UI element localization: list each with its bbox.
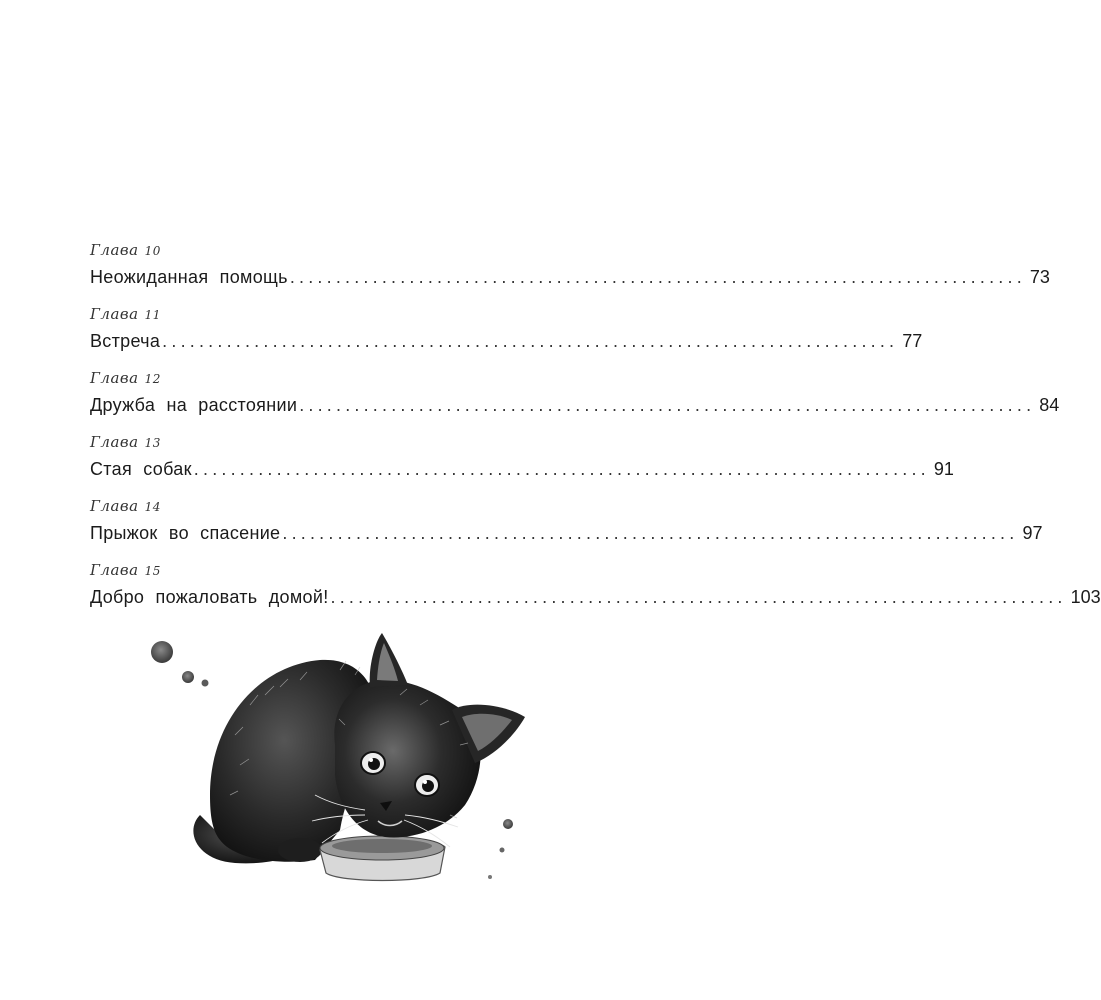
chapter-word: Глава [90, 305, 139, 323]
ink-blot [202, 680, 209, 687]
entry-row [90, 586, 1101, 608]
toc-entry-chapter-14[interactable] [90, 496, 1043, 560]
chapter-label [90, 369, 161, 387]
ink-blot [182, 671, 194, 683]
page-number: 103 [1070, 587, 1101, 607]
chapter-title: Неожиданная помощь [90, 267, 288, 287]
toc-entry-chapter-10[interactable] [90, 240, 1050, 304]
entry-row [90, 458, 954, 480]
page-number: 91 [933, 459, 954, 479]
page-number: 73 [1029, 267, 1050, 287]
chapter-number: 13 [144, 436, 161, 450]
chapter-number: 11 [144, 308, 161, 322]
chapter-number: 10 [144, 244, 161, 258]
ink-blot [151, 641, 173, 663]
chapter-title: Добро пожаловать домой! [90, 587, 329, 607]
entry-row [90, 394, 1060, 416]
toc-entry-chapter-12[interactable] [90, 368, 1060, 432]
dot-leader: ................................................................................ [282, 523, 1019, 543]
chapter-title: Дружба на расстоянии [90, 395, 298, 415]
dot-leader: ................................................................................ [193, 459, 930, 479]
dot-leader: ................................................................................ [289, 267, 1026, 287]
entry-row [90, 266, 1050, 288]
page-number: 97 [1022, 523, 1043, 543]
toc-entry-chapter-15[interactable] [90, 560, 1101, 624]
ink-blot [488, 875, 492, 879]
chapter-word: Глава [90, 497, 139, 515]
entry-row [90, 522, 1043, 544]
entry-row [90, 330, 923, 352]
chapter-word: Глава [90, 369, 139, 387]
food-bowl [320, 836, 445, 881]
dot-leader: ................................................................................ [299, 395, 1036, 415]
chapter-number: 15 [144, 564, 161, 578]
ink-blot [503, 819, 513, 829]
page-number: 84 [1039, 395, 1060, 415]
cat-paw [278, 838, 322, 862]
chapter-label [90, 497, 161, 515]
chapter-label [90, 561, 161, 579]
dot-leader: ................................................................................ [330, 587, 1067, 607]
cat [193, 633, 525, 881]
table-of-contents [90, 240, 1101, 624]
chapter-label [90, 305, 161, 323]
dot-leader: ................................................................................ [162, 331, 899, 351]
toc-entry-chapter-13[interactable] [90, 432, 954, 496]
page-number: 77 [902, 331, 923, 351]
chapter-number: 14 [144, 500, 161, 514]
chapter-word: Глава [90, 433, 139, 451]
chapter-word: Глава [90, 241, 139, 259]
toc-entry-chapter-11[interactable] [90, 304, 923, 368]
chapter-title: Прыжок во спасение [90, 523, 281, 543]
chapter-number: 12 [144, 372, 161, 386]
cat-head [334, 680, 480, 838]
chapter-word: Глава [90, 561, 139, 579]
chapter-label [90, 433, 161, 451]
chapter-label [90, 241, 161, 259]
kitten-illustration [140, 625, 540, 895]
ink-blot [500, 848, 505, 853]
chapter-title: Встреча [90, 331, 161, 351]
chapter-title: Стая собак [90, 459, 192, 479]
